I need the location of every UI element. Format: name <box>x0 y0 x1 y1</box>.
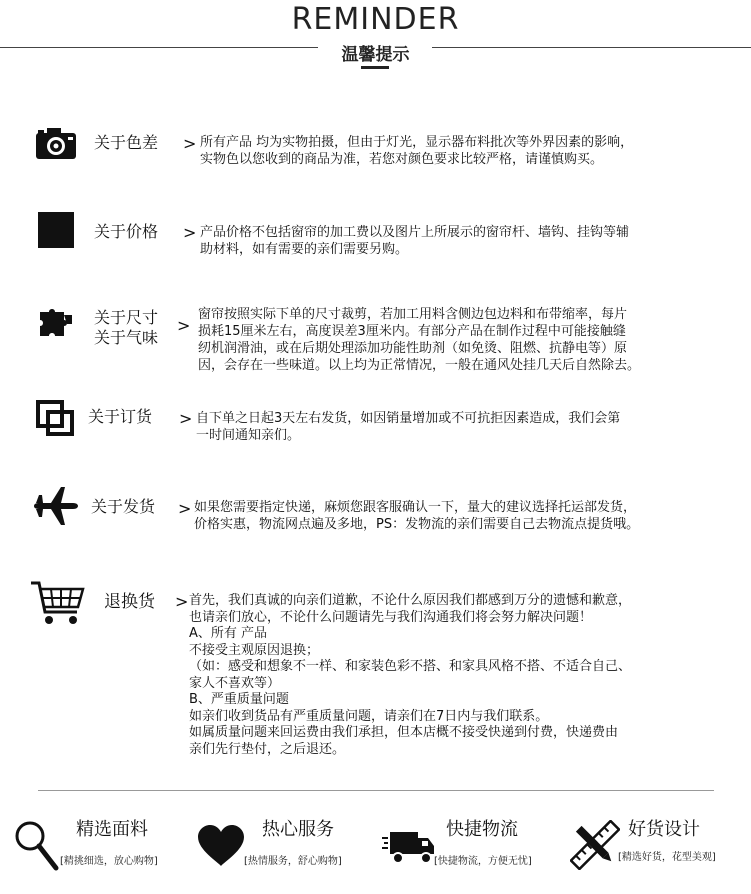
section-label-smell: 关于气味 <box>94 328 159 347</box>
cart-icon <box>29 580 85 626</box>
section-arrow: > <box>183 134 197 153</box>
feature-subtitle: [精挑细选，放心购物] <box>60 856 158 867</box>
feature-title: 精选面料 <box>76 819 148 840</box>
puzzle-icon <box>36 306 74 342</box>
section-arrow: > <box>175 592 189 611</box>
section-label: 关于价格 <box>94 222 159 241</box>
header-accent-dash <box>361 66 389 69</box>
footer-divider <box>38 790 714 791</box>
order-squares-icon <box>36 400 74 436</box>
section-arrow: > <box>179 409 193 428</box>
square-icon <box>38 212 74 248</box>
truck-icon <box>382 830 436 866</box>
section-text: 自下单之日起3天左右发货，如因销量增加或不可抗拒因素造成，我们会第 一时间通知亲们。 <box>196 411 621 443</box>
feature-title: 快捷物流 <box>446 819 518 840</box>
feature-title: 好货设计 <box>628 819 700 840</box>
section-label: 关于订货 <box>88 407 153 426</box>
section-arrow: > <box>177 316 191 335</box>
magnifier-icon <box>12 818 60 872</box>
section-label: 退换货 <box>104 592 155 612</box>
section-text: 窗帘按照实际下单的尺寸裁剪，若加工用料含侧边包边料和布带缩率，每片 损耗15厘米左右，高度误差3厘米内。有部分产品在制作过程中可能接触缝 纫机润滑油，或在后期处理添加功能性助剂（如免烫、阻燃、抗静电等）原 因，会存在一些味道。以上均为正常情况，一般在通风处挂几天后自然除去。 <box>198 307 641 373</box>
feature-subtitle: [热情服务，舒心购物] <box>244 856 342 867</box>
section-arrow: > <box>183 223 197 242</box>
section-text: 产品价格不包括窗帘的加工费以及图片上所展示的窗帘杆、墙钩、挂钩等辅 助材料，如有需要的亲们需要另购。 <box>200 225 630 257</box>
feature-title: 热心服务 <box>262 819 334 840</box>
section-label-size: 关于尺寸 <box>94 308 159 327</box>
section-text: 如果您需要指定快递，麻烦您跟客服确认一下，量大的建议选择托运部发货， 价格实惠，物流网点遍及多地，PS：发物流的亲们需要自己去物流点提货哦。 <box>194 500 640 532</box>
feature-subtitle: [快捷物流，方便无忧] <box>434 856 532 867</box>
section-text: 所有产品 均为实物拍摄，但由于灯光，显示器布料批次等外界因素的影响， 实物色以您收到的商品为准，若您对颜色要求比较严格，请谨慎购买。 <box>200 135 634 167</box>
camera-icon <box>36 127 76 159</box>
section-arrow: > <box>178 499 192 518</box>
reminder-title: REMINDER <box>291 2 460 37</box>
section-text: 首先，我们真诚的向亲们道歉，不论什么原因我们都感到万分的遗憾和歉意， 也请亲们放心，不论什么问题请先与我们沟通我们将会努力解决问题！ A、所有 产品 不接受主观原因退换； （如：感受和想象不一样、和家装色彩不搭、和家具风格不搭、不适合自己、 家人不喜欢等） B、严重质量问题 如亲们收到货品有严重质量问题，请亲们在7日内与我们联系。 如属质量问题来回运费由我们承担，但本店概不接受快递到付费，快递费由 亲们先行垫付，之后退还。 <box>189 593 632 757</box>
ruler-pencil-icon <box>570 820 620 870</box>
heart-icon <box>196 824 246 868</box>
reminder-subtitle: 温馨提示 <box>341 45 410 65</box>
section-label: 关于发货 <box>91 497 156 516</box>
feature-subtitle: [精选好货，花型美观] <box>618 852 716 863</box>
airplane-icon <box>33 486 79 526</box>
section-label: 关于色差 <box>94 133 159 152</box>
